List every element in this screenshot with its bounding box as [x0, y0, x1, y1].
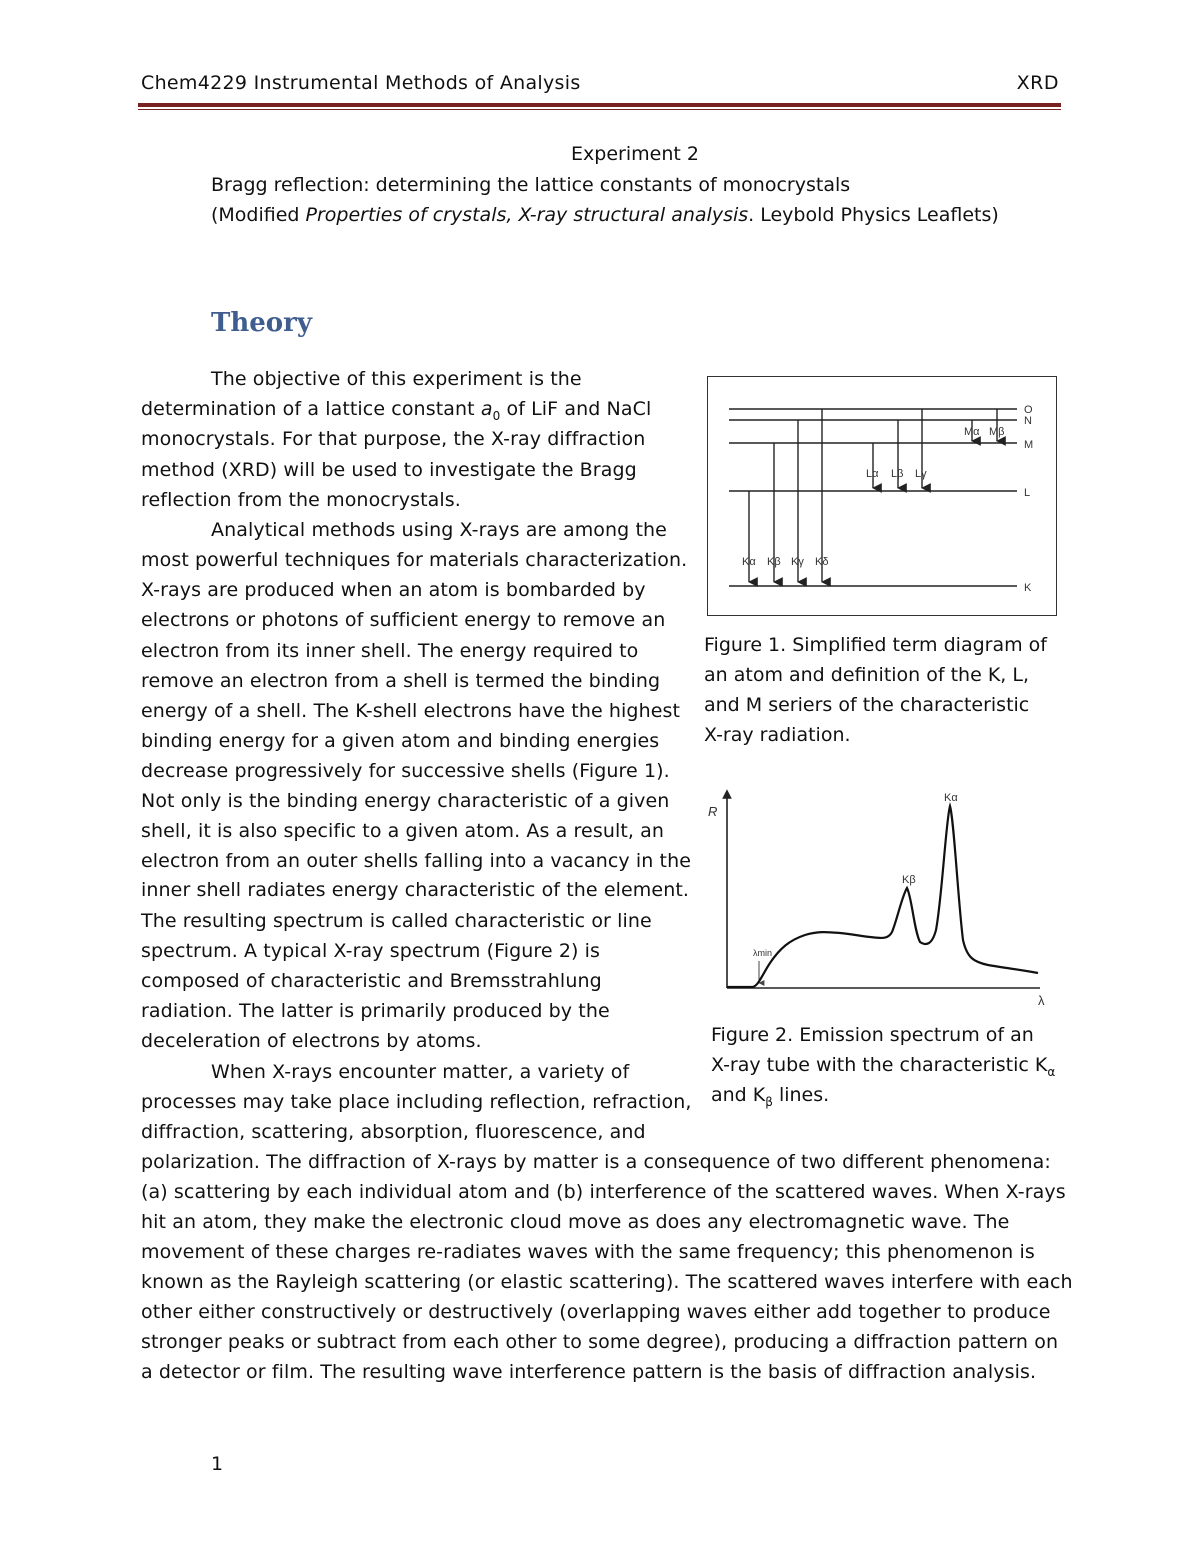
body-line: method (XRD) will be used to investigate the Bragg — [141, 459, 637, 481]
level-n-label: N — [1024, 415, 1032, 427]
body-line: remove an electron from a shell is termed the binding — [141, 670, 661, 692]
body-line: known as the Rayleigh scattering (or elastic scattering). The scattered waves interfere with each — [141, 1271, 1073, 1293]
spectrum-curve — [727, 806, 1038, 987]
l-gamma-label: Lγ — [915, 468, 927, 480]
body-line: Analytical methods using X-rays are among the — [211, 519, 667, 541]
body-line: diffraction, scattering, absorption, fluorescence, and — [141, 1121, 646, 1143]
header-rule — [138, 103, 1061, 107]
body-line: binding energy for a given atom and binding energies — [141, 730, 660, 752]
k-alpha-peak-label: Kα — [944, 792, 958, 804]
body-line: monocrystals. For that purpose, the X-ray diffraction — [141, 428, 646, 450]
level-o-label: O — [1024, 404, 1033, 416]
figure-1-caption-line: an atom and definition of the K, L, — [704, 664, 1029, 686]
figure-1-frame — [707, 376, 1057, 616]
body-line: electrons or photons of sufficient energy to remove an — [141, 609, 666, 631]
body-line: reflection from the monocrystals. — [141, 489, 461, 511]
body-line: hit an atom, they make the electronic cloud move as does any electromagnetic wave. The — [141, 1211, 1010, 1233]
body-line: other either constructively or destructively (overlapping waves either add together to produce — [141, 1301, 1051, 1323]
m-alpha-label: Mα — [964, 426, 980, 438]
figure-1-caption-line: Figure 1. Simplified term diagram of — [704, 634, 1047, 656]
body-line-part: of LiF and NaCl — [500, 398, 652, 420]
body-line: electron from its inner shell. The energy required to — [141, 640, 639, 662]
term-diagram — [708, 377, 1055, 614]
header-section: XRD — [1016, 72, 1059, 94]
k-gamma-label: Kγ — [791, 556, 804, 568]
x-axis-label: λ — [1038, 993, 1045, 1008]
level-k-label: K — [1024, 582, 1032, 594]
body-line: The resulting spectrum is called characteristic or line — [141, 910, 652, 932]
body-line: spectrum. A typical X-ray spectrum (Figure 2) is — [141, 940, 601, 962]
experiment-number: Experiment 2 — [571, 143, 699, 165]
k-beta-peak-label: Kβ — [902, 874, 916, 886]
source-suffix: . Leybold Physics Leaflets) — [748, 204, 999, 226]
body-line: inner shell radiates energy characteristic of the element. — [141, 879, 690, 901]
body-line: Not only is the binding energy characteristic of a given — [141, 790, 670, 812]
m-beta-label: Mβ — [989, 426, 1005, 438]
lambda-min-label: λmin — [753, 948, 773, 958]
section-title: Theory — [211, 308, 312, 338]
caption-text: lines. — [772, 1084, 830, 1106]
caption-text: X-ray tube with the characteristic K — [711, 1054, 1048, 1076]
caption-subscript: β — [765, 1094, 773, 1109]
level-m-label: M — [1024, 439, 1034, 451]
body-line: stronger peaks or subtract from each other to some degree), producing a diffraction pattern on — [141, 1331, 1059, 1353]
body-line: (a) scattering by each individual atom and (b) interference of the scattered waves. When X-rays — [141, 1181, 1066, 1203]
experiment-source — [211, 204, 999, 226]
body-line: radiation. The latter is primarily produced by the — [141, 1000, 610, 1022]
caption-text: and K — [711, 1084, 766, 1106]
k-delta-label: Kδ — [815, 556, 829, 568]
body-line: movement of these charges re-radiates waves with the same frequency; this phenomenon is — [141, 1241, 1035, 1263]
body-line: most powerful techniques for materials characterization. — [141, 549, 688, 571]
experiment-title: Bragg reflection: determining the lattice constants of monocrystals — [211, 174, 851, 196]
header-title: Chem4229 Instrumental Methods of Analysis — [141, 72, 581, 94]
body-line: X-rays are produced when an atom is bombarded by — [141, 579, 646, 601]
source-italic: Properties of crystals, X-ray structural analysis — [305, 204, 749, 226]
body-line: decrease progressively for successive shells (Figure 1). — [141, 760, 670, 782]
figure-1-caption-line: X-ray radiation. — [704, 724, 851, 746]
body-line: The objective of this experiment is the — [211, 368, 582, 390]
body-line: energy of a shell. The K-shell electrons have the highest — [141, 700, 681, 722]
caption-subscript: α — [1047, 1064, 1056, 1079]
k-beta-label: Kβ — [767, 556, 781, 568]
level-l-label: L — [1024, 487, 1031, 499]
header-rule-thin — [138, 109, 1061, 110]
l-alpha-label: Lα — [866, 468, 879, 480]
body-line: When X-rays encounter matter, a variety of — [211, 1061, 630, 1083]
body-line: processes may take place including reflection, refraction, — [141, 1091, 692, 1113]
body-line-part: determination of a lattice constant — [141, 398, 481, 420]
k-alpha-label: Kα — [742, 556, 756, 568]
body-line: polarization. The diffraction of X-rays by matter is a consequence of two different phenomena: — [141, 1151, 1051, 1173]
page-number: 1 — [211, 1453, 224, 1475]
body-line: deceleration of electrons by atoms. — [141, 1030, 482, 1052]
body-line: a detector or film. The resulting wave interference pattern is the basis of diffraction analysis. — [141, 1361, 1037, 1383]
body-line: electron from an outer shells falling into a vacancy in the — [141, 850, 692, 872]
l-beta-label: Lβ — [891, 468, 904, 480]
body-line: shell, it is also specific to a given atom. As a result, an — [141, 820, 665, 842]
lattice-symbol: a — [480, 398, 493, 420]
figure-1-caption-line: and M seriers of the characteristic — [704, 694, 1030, 716]
emission-spectrum-figure — [700, 780, 1060, 1012]
figure-2-caption-line: Figure 2. Emission spectrum of an — [711, 1024, 1034, 1046]
figure-2-caption-line — [711, 1080, 829, 1117]
body-line: composed of characteristic and Bremsstrahlung — [141, 970, 602, 992]
y-axis-label: R — [708, 804, 718, 819]
source-prefix: (Modified — [211, 204, 306, 226]
lattice-subscript: 0 — [492, 408, 501, 423]
